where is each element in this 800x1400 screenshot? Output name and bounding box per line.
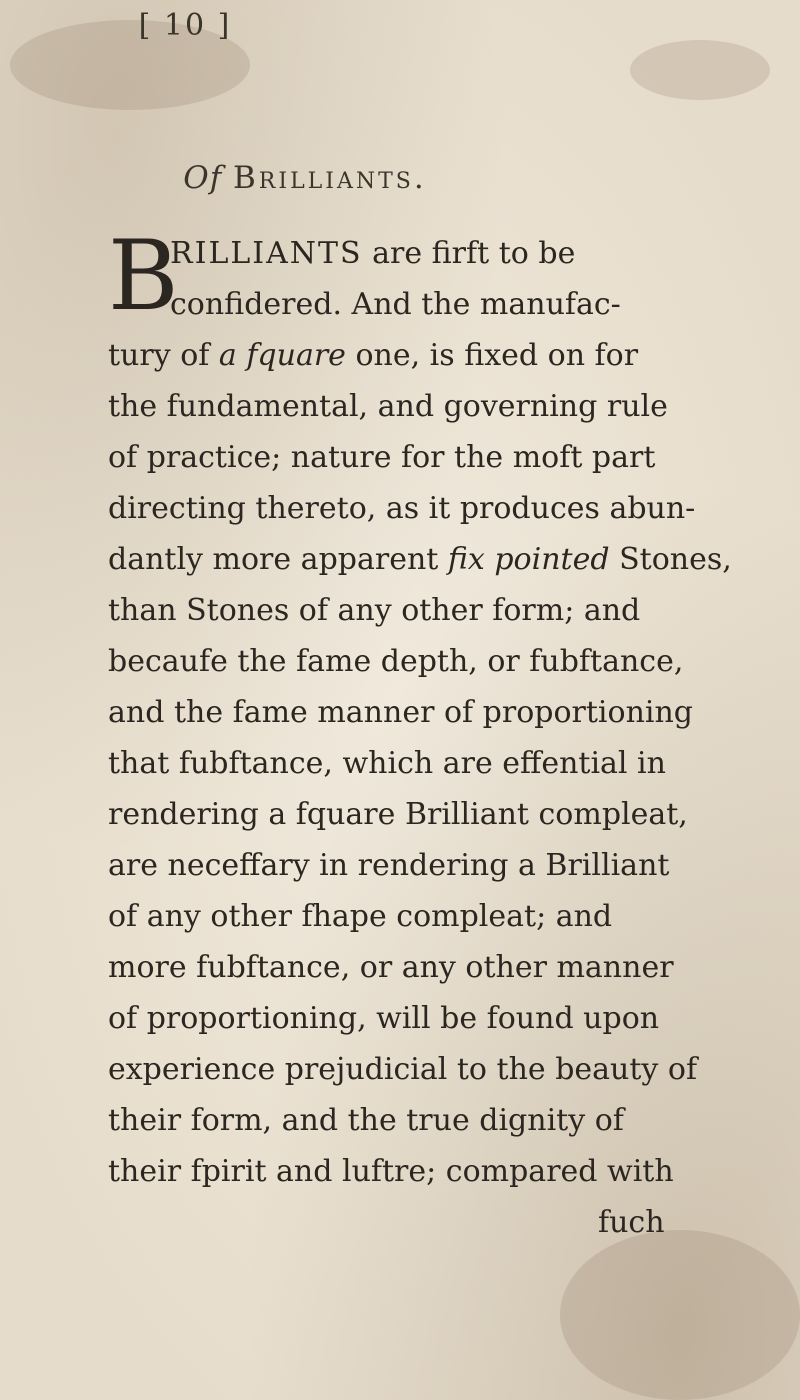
text-run: Stones, bbox=[609, 542, 732, 577]
text-run: experience prejudicial to the beauty of bbox=[108, 1052, 698, 1087]
text-run: confidered. And the manufac- bbox=[170, 287, 621, 322]
page-number: [ 10 ] bbox=[138, 8, 232, 43]
text-run: are neceffary in rendering a Brilliant bbox=[108, 848, 670, 883]
text-run: of practice; nature for the moft part bbox=[108, 440, 656, 475]
paper-stain bbox=[630, 40, 770, 100]
text-run: a fquare bbox=[218, 338, 346, 373]
text-line bbox=[108, 381, 780, 432]
heading-title: Brilliants. bbox=[233, 160, 427, 196]
text-line bbox=[108, 840, 780, 891]
text-line bbox=[108, 432, 780, 483]
text-line bbox=[108, 534, 780, 585]
catchword: fuch bbox=[598, 1205, 665, 1240]
section-heading bbox=[0, 160, 705, 196]
text-run: RILLIANTS bbox=[170, 236, 363, 271]
text-line bbox=[108, 942, 780, 993]
text-line bbox=[108, 279, 780, 330]
text-lines bbox=[108, 220, 780, 1197]
text-run: more fubftance, or any other manner bbox=[108, 950, 674, 985]
text-line bbox=[108, 789, 780, 840]
text-line bbox=[108, 891, 780, 942]
text-run: fix pointed bbox=[447, 542, 610, 577]
text-run: of proportioning, will be found upon bbox=[108, 1001, 660, 1036]
text-run: one, is fixed on for bbox=[345, 338, 639, 373]
text-run: becaufe the fame depth, or fubftance, bbox=[108, 644, 684, 679]
text-run: that fubftance, which are effential in bbox=[108, 746, 666, 781]
text-run: their form, and the true dignity of bbox=[108, 1103, 624, 1138]
text-run: and the fame manner of proportioning bbox=[108, 695, 694, 730]
text-line bbox=[108, 738, 780, 789]
paper-stain bbox=[560, 1230, 800, 1400]
text-run: are firft to be bbox=[362, 236, 576, 271]
text-run: tury of bbox=[108, 338, 219, 373]
text-run: than Stones of any other form; and bbox=[108, 593, 641, 628]
text-run: rendering a fquare Brilliant compleat, bbox=[108, 797, 688, 832]
text-line bbox=[108, 993, 780, 1044]
text-line bbox=[108, 687, 780, 738]
text-line bbox=[108, 228, 780, 279]
text-run: dantly more apparent bbox=[108, 542, 448, 577]
drop-cap: B bbox=[108, 220, 179, 332]
text-run: directing thereto, as it produces abun- bbox=[108, 491, 696, 526]
text-line bbox=[108, 1044, 780, 1095]
text-line bbox=[108, 330, 780, 381]
text-line bbox=[108, 1146, 780, 1197]
body-text bbox=[108, 220, 780, 1248]
text-run: their fpirit and luftre; compared with bbox=[108, 1154, 674, 1189]
text-line bbox=[108, 585, 780, 636]
text-run: the fundamental, and governing rule bbox=[108, 389, 668, 424]
text-run: of any other fhape compleat; and bbox=[108, 899, 613, 934]
text-line bbox=[108, 1095, 780, 1146]
text-line bbox=[108, 636, 780, 687]
text-line bbox=[108, 483, 780, 534]
heading-prefix: Of bbox=[183, 160, 223, 196]
